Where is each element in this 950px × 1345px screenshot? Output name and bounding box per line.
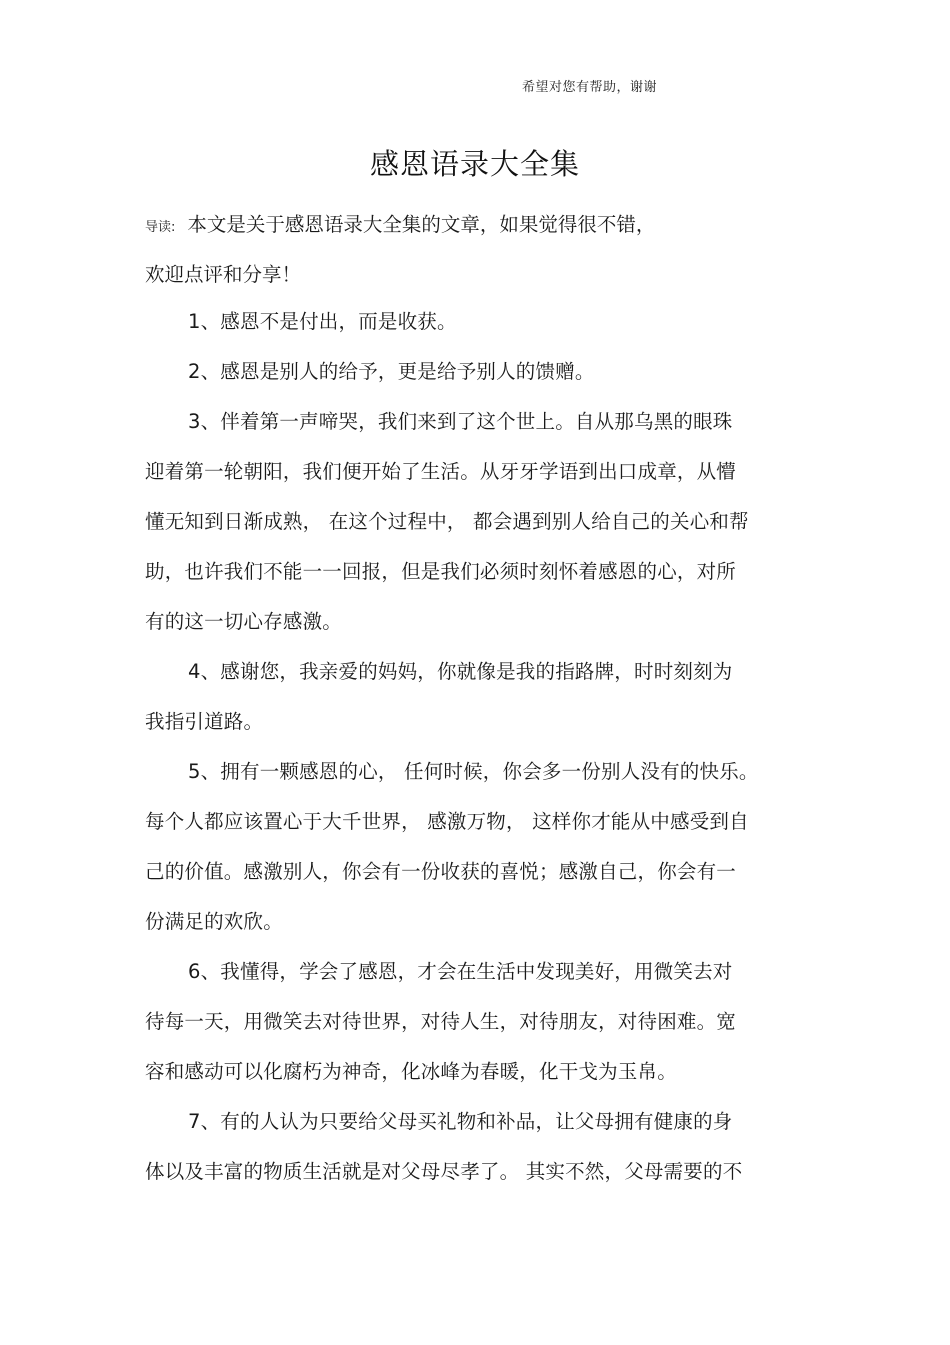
paragraph-line: 7、有的人认为只要给父母买礼物和补品，让父母拥有健康的身 <box>188 1110 733 1133</box>
paragraph-line: 我指引道路。 <box>145 710 264 733</box>
paragraph-line: 容和感动可以化腐朽为神奇，化冰峰为春暖，化干戈为玉帛。 <box>145 1060 677 1083</box>
paragraph-line: 己的价值。感激别人，你会有一份收获的喜悦；感激自己，你会有一 <box>145 860 737 883</box>
paragraph-line: 6、我懂得，学会了感恩，才会在生活中发现美好，用微笑去对 <box>188 960 733 983</box>
intro-text: 本文是关于感恩语录大全集的文章，如果觉得很不错， <box>187 213 656 236</box>
paragraph-line: 3、伴着第一声啼哭，我们来到了这个世上。自从那乌黑的眼珠 <box>188 410 733 433</box>
intro-line: 欢迎点评和分享！ <box>145 263 302 286</box>
paragraph-line: 懂无知到日渐成熟， 在这个过程中， 都会遇到别人给自己的关心和帮 <box>145 510 749 533</box>
intro-block <box>145 200 805 300</box>
intro-line <box>145 200 805 250</box>
paragraph-line: 待每一天，用微笑去对待世界，对待人生，对待朋友，对待困难。宽 <box>145 1010 737 1033</box>
paragraph-line: 5、拥有一颗感恩的心， 任何时候，你会多一份别人没有的快乐。 <box>188 760 759 783</box>
header-note: 希望对您有帮助，谢谢 <box>522 80 658 95</box>
paragraph-line: 体以及丰富的物质生活就是对父母尽孝了。 其实不然，父母需要的不 <box>145 1160 743 1183</box>
paragraph-line: 每个人都应该置心于大千世界， 感激万物， 这样你才能从中感受到自 <box>145 810 749 833</box>
intro-label: 导读: <box>145 220 176 235</box>
paragraph-line: 2、感恩是别人的给予，更是给予别人的馈赠。 <box>188 360 595 383</box>
paragraph-line: 助，也许我们不能一一回报，但是我们必须时刻怀着感恩的心，对所 <box>145 560 737 583</box>
paragraph-line: 份满足的欢欣。 <box>145 910 283 933</box>
document-body <box>145 297 815 1197</box>
paragraph-line: 1、感恩不是付出，而是收获。 <box>188 310 457 333</box>
paragraph-line: 迎着第一轮朝阳，我们便开始了生活。从牙牙学语到出口成章，从懵 <box>145 460 737 483</box>
paragraph-line: 4、感谢您，我亲爱的妈妈，你就像是我的指路牌，时时刻刻为 <box>188 660 733 683</box>
paragraph-line: 有的这一切心存感激。 <box>145 610 343 633</box>
document-title: 感恩语录大全集 <box>369 147 580 181</box>
